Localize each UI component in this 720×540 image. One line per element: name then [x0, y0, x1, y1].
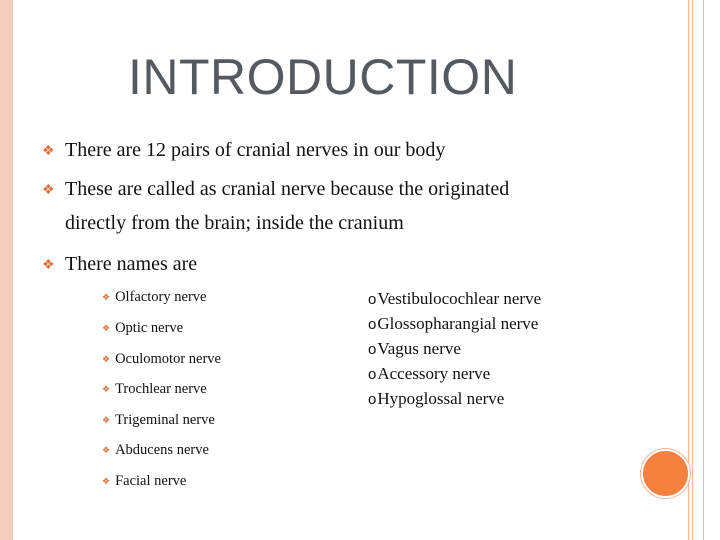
right-list-label: Vagus nerve	[377, 339, 461, 358]
sub-list-label: Abducens nerve	[115, 442, 209, 458]
right-nerve-list	[368, 287, 541, 412]
sub-list-label: Optic nerve	[115, 320, 184, 336]
circle-bullet-icon: o	[368, 341, 377, 358]
sub-list-item	[102, 473, 186, 490]
right-list-item	[368, 337, 541, 362]
sub-list-item	[102, 351, 221, 368]
diamond-bullet-icon: ❖	[42, 144, 55, 159]
right-list-item	[368, 362, 541, 387]
sub-list-label: Trigeminal nerve	[115, 412, 215, 428]
bullet-text-1: There are 12 pairs of cranial nerves in our body	[65, 139, 446, 161]
circle-bullet-icon: o	[368, 366, 377, 383]
sub-list-label: Trochlear nerve	[115, 381, 207, 397]
diamond-bullet-icon: ❖	[42, 183, 55, 198]
diamond-bullet-icon: ❖	[102, 476, 111, 486]
diamond-bullet-icon: ❖	[102, 323, 111, 333]
sub-list-item	[102, 412, 215, 429]
diamond-bullet-icon: ❖	[102, 445, 111, 455]
sub-list-item	[102, 442, 209, 459]
sub-list-item	[102, 320, 183, 337]
right-list-label: Vestibulocochlear nerve	[377, 289, 542, 308]
sub-list-label: Facial nerve	[115, 473, 187, 489]
right-list-label: Glossopharangial nerve	[377, 314, 539, 333]
right-rule-3	[703, 0, 704, 540]
right-list-label: Hypoglossal nerve	[377, 389, 505, 408]
slide-title: INTRODUCTION	[128, 49, 518, 105]
diamond-bullet-icon: ❖	[102, 354, 111, 364]
bullet-text-2: These are called as cranial nerve because the originated	[65, 178, 510, 200]
right-rule-1	[688, 0, 689, 540]
bullet-text-2-continued: directly from the brain; inside the cranium	[65, 212, 404, 234]
diamond-bullet-icon: ❖	[102, 415, 111, 425]
circle-bullet-icon: o	[368, 391, 377, 408]
bullet-text-3: There names are	[65, 253, 198, 275]
right-list-item	[368, 387, 541, 412]
left-border-band	[0, 0, 12, 540]
circle-bullet-icon: o	[368, 291, 377, 308]
diamond-bullet-icon: ❖	[102, 292, 111, 302]
diamond-bullet-icon: ❖	[102, 384, 111, 394]
circle-bullet-icon: o	[368, 316, 377, 333]
decorative-orange-circle	[641, 449, 690, 498]
sub-list-label: Oculomotor nerve	[115, 351, 221, 367]
right-rule-2	[692, 0, 693, 540]
diamond-bullet-icon: ❖	[42, 258, 55, 273]
right-list-item	[368, 287, 541, 312]
right-list-item	[368, 312, 541, 337]
right-list-label: Accessory nerve	[377, 364, 491, 383]
sub-list-item	[102, 289, 206, 306]
sub-list-item	[102, 381, 207, 398]
sub-list-label: Olfactory nerve	[115, 289, 207, 305]
